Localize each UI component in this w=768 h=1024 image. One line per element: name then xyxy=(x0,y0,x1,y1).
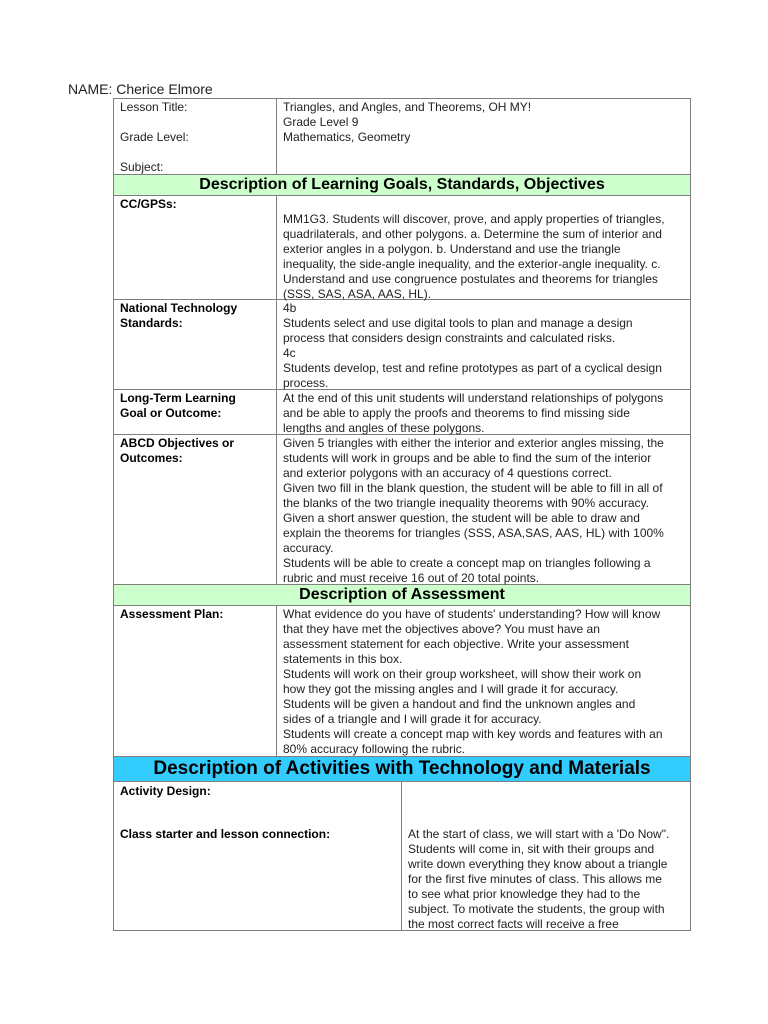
abcd-line: the blanks of the two triangle inequality theorems with 90% accuracy. xyxy=(283,496,649,510)
subject-value: Mathematics, Geometry xyxy=(283,130,411,144)
assessment-line: Students will work on their group worksheet, will show their work on xyxy=(283,667,642,681)
abcd-line: explain the theorems for triangles (SSS, ASA,SAS, AAS, HL) with 100% xyxy=(283,526,664,540)
activity-design-label: Activity Design: xyxy=(120,784,211,798)
abcd-label xyxy=(114,435,277,584)
longterm-label-line: Long-Term Learning xyxy=(120,391,236,405)
assessment-line: What evidence do you have of students' understanding? How will know xyxy=(283,607,661,621)
longterm-label-line: Goal or Outcome: xyxy=(120,406,222,420)
abcd-line: Given two fill in the blank question, the student will be able to fill in all of xyxy=(283,481,663,495)
activities-header: Description of Activities with Technology and Materials xyxy=(114,757,690,782)
lesson-title-label: Lesson Title: xyxy=(120,100,188,114)
longterm-label xyxy=(114,390,277,434)
abcd-text xyxy=(277,435,690,584)
subject-label: Subject: xyxy=(120,160,164,174)
nts-row xyxy=(114,300,690,390)
activity-line: Students will come in, sit with their groups and xyxy=(408,842,655,856)
page-name: NAME: Cherice Elmore xyxy=(68,81,213,97)
longterm-line: lengths and angles of these polygons. xyxy=(283,421,485,435)
grade-level-value: Grade Level 9 xyxy=(283,115,359,129)
assessment-line: 80% accuracy following the rubric. xyxy=(283,742,466,756)
ccgps-label: CC/GPSs: xyxy=(114,196,277,299)
longterm-text xyxy=(277,390,690,434)
activity-text xyxy=(402,782,690,930)
activities-table xyxy=(113,756,691,931)
ccgps-line: quadrilaterals, and other polygons. a. Determine the sum of interior and xyxy=(283,227,662,241)
activity-line: write down everything they know about a triangle xyxy=(408,857,668,871)
abcd-label-line: ABCD Objectives or xyxy=(120,436,235,450)
nts-line: Students develop, test and refine prototypes as part of a cyclical design xyxy=(283,361,662,375)
assessment-header: Description of Assessment xyxy=(114,585,690,606)
assessment-line: assessment statement for each objective. Write your assessment xyxy=(283,637,629,651)
abcd-line: students will work in groups and be able to find the sum of the interior xyxy=(283,451,652,465)
nts-label-line: Standards: xyxy=(120,316,183,330)
assessment-row xyxy=(114,606,690,756)
info-row xyxy=(114,99,690,175)
abcd-label-line: Outcomes: xyxy=(120,451,183,465)
nts-label-line: National Technology xyxy=(120,301,238,315)
info-values xyxy=(277,99,690,174)
abcd-line: Students will be able to create a concept map on triangles following a xyxy=(283,556,651,570)
activity-line: At the start of class, we will start with a 'Do Now". xyxy=(408,827,670,841)
ccgps-line: MM1G3. Students will discover, prove, and apply properties of triangles, xyxy=(283,212,665,226)
abcd-line: and exterior polygons with an accuracy of 4 questions correct. xyxy=(283,466,612,480)
info-labels xyxy=(114,99,277,174)
assessment-label: Assessment Plan: xyxy=(114,606,277,756)
abcd-line: rubric and must receive 16 out of 20 total points. xyxy=(283,571,540,585)
nts-text xyxy=(277,300,690,389)
ccgps-line: (SSS, SAS, ASA, AAS, HL). xyxy=(283,287,432,301)
longterm-row xyxy=(114,390,690,435)
assessment-line: Students will be given a handout and find the unknown angles and xyxy=(283,697,636,711)
nts-line: 4b xyxy=(283,301,297,315)
class-starter-label: Class starter and lesson connection: xyxy=(120,827,331,841)
activity-row xyxy=(114,782,690,930)
abcd-line: Given a short answer question, the student will be able to draw and xyxy=(283,511,640,525)
ccgps-line: inequality, the side-angle inequality, and the exterior-angle inequality. c. xyxy=(283,257,661,271)
activity-line: subject. To motivate the students, the group with xyxy=(408,902,665,916)
longterm-line: and be able to apply the proofs and theorems to find missing side xyxy=(283,406,630,420)
grade-level-label: Grade Level: xyxy=(120,130,189,144)
abcd-line: Given 5 triangles with either the interior and exterior angles missing, the xyxy=(283,436,664,450)
ccgps-line: exterior angles in a polygon. b. Understand and use the triangle xyxy=(283,242,621,256)
assessment-line: statements in this box. xyxy=(283,652,403,666)
lesson-plan-table xyxy=(113,98,691,757)
nts-line: process. xyxy=(283,376,329,390)
ccgps-text xyxy=(277,196,690,299)
assessment-line: how they got the missing angles and I will grade it for accuracy. xyxy=(283,682,619,696)
nts-line: process that considers design constraints and calculated risks. xyxy=(283,331,616,345)
activity-line: to see what prior knowledge they had to the xyxy=(408,887,641,901)
assessment-line: that they have met the objectives above? You must have an xyxy=(283,622,600,636)
ccgps-line: Understand and use congruence postulates and theorems for triangles xyxy=(283,272,658,286)
ccgps-row xyxy=(114,196,690,300)
longterm-line: At the end of this unit students will understand relationships of polygons xyxy=(283,391,664,405)
assessment-line: Students will create a concept map with key words and features with an xyxy=(283,727,663,741)
assessment-text xyxy=(277,606,690,756)
lesson-title-value: Triangles, and Angles, and Theorems, OH MY! xyxy=(283,100,532,114)
abcd-line: accuracy. xyxy=(283,541,334,555)
nts-line: Students select and use digital tools to plan and manage a design xyxy=(283,316,633,330)
nts-label xyxy=(114,300,277,389)
activity-labels xyxy=(114,782,402,930)
learning-goals-header: Description of Learning Goals, Standards, Objectives xyxy=(114,175,690,196)
activity-line: the most correct facts will receive a free xyxy=(408,917,619,931)
assessment-line: sides of a triangle and I will grade it for accuracy. xyxy=(283,712,542,726)
activity-line: for the first five minutes of class. This allows me xyxy=(408,872,662,886)
nts-line: 4c xyxy=(283,346,296,360)
abcd-row xyxy=(114,435,690,585)
